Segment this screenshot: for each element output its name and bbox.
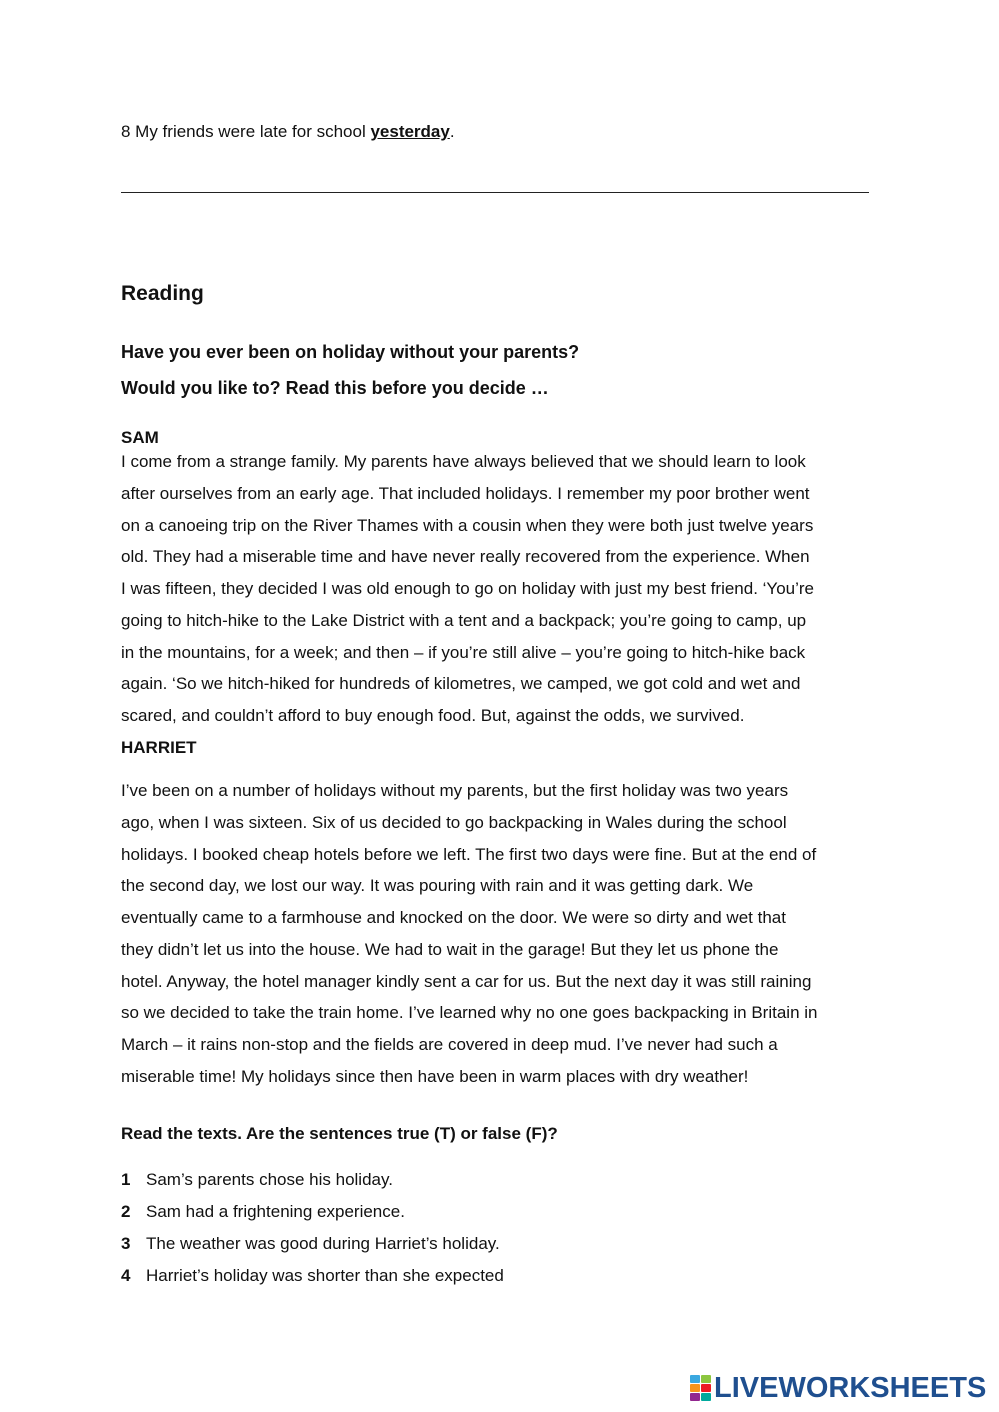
sam-heading: SAM [121,428,159,447]
harriet-line: March – it rains non-stop and the fields are covered in deep mud. I’ve never had such a [121,1035,778,1054]
question-8-underlined-word: yesterday [370,122,450,141]
sam-line: scared, and couldn’t afford to buy enough food. But, against the odds, we survived. [121,706,745,725]
sam-line: on a canoeing trip on the River Thames with a cousin when they were both just twelve years [121,515,814,535]
true-false-item [121,1265,504,1287]
harriet-line: they didn’t let us into the house. We had to wait in the garage! But they let us phone the [121,939,779,959]
intro-line-2: Would you like to? Read this before you decide … [121,378,549,398]
logo-square [690,1393,700,1401]
item-text: Sam’s parents chose his holiday. [146,1170,393,1189]
sam-line: going to hitch-hike to the Lake District with a tent and a backpack; you’re going to camp, up [121,610,807,630]
harriet-line: hotel. Anyway, the hotel manager kindly sent a car for us. But the next day it was still raining [121,971,812,991]
item-number: 3 [121,1234,131,1253]
sam-line: after ourselves from an early age. That included holidays. I remember my poor brother went [121,483,810,503]
sam-line: in the mountains, for a week; and then – if you’re still alive – you’re going to hitch-hike back [121,642,806,662]
logo-square [701,1393,711,1401]
sam-line: I was fifteen, they decided I was old enough to go on holiday with just my best friend. ‘You’re [121,579,815,598]
true-false-item [121,1233,500,1255]
sam-line: old. They had a miserable time and have never really recovered from the experience. When [121,547,810,567]
item-text: The weather was good during Harriet’s holiday. [146,1234,500,1253]
liveworksheets-logo-text: LIVEWORKSHEETS [714,1372,987,1404]
liveworksheets-logo [690,1372,986,1404]
sam-paragraph [121,446,883,732]
logo-square [701,1384,711,1392]
question-8 [121,121,455,143]
harriet-paragraph [121,775,883,1093]
harriet-line: ago, when I was sixteen. Six of us decided to go backpacking in Wales during the school [121,812,787,832]
harriet-heading: HARRIET [121,738,197,757]
question-8-end: . [449,122,455,141]
logo-square [690,1375,700,1383]
question-8-text: 8 My friends were late for school [121,122,371,141]
logo-square [690,1384,700,1392]
harriet-line: miserable time! My holidays since then have been in warm places with dry weather! [121,1066,749,1086]
sam-line: I come from a strange family. My parents have always believed that we should learn to look [121,452,806,471]
item-number: 1 [121,1170,131,1189]
item-text: Harriet’s holiday was shorter than she expected [146,1266,504,1285]
harriet-line: holidays. I booked cheap hotels before we left. The first two days were fine. But at the end of [121,844,817,864]
answer-line[interactable] [121,192,869,193]
item-number: 2 [121,1202,131,1221]
sam-line: again. ‘So we hitch-hiked for hundreds of kilometres, we camped, we got cold and wet and [121,674,801,694]
harriet-line: eventually came to a farmhouse and knocked on the door. We were so dirty and wet that [121,908,786,927]
harriet-line: I’ve been on a number of holidays without my parents, but the first holiday was two years [121,781,789,800]
intro-line-1: Have you ever been on holiday without your parents? [121,342,580,362]
harriet-line: so we decided to take the train home. I’ve learned why no one goes backpacking in Britain in [121,1003,818,1023]
harriet-line: the second day, we lost our way. It was pouring with rain and it was getting dark. We [121,876,754,896]
liveworksheets-logo-icon [690,1375,711,1401]
true-false-item [121,1201,405,1223]
logo-square [701,1375,711,1383]
true-false-item [121,1169,393,1191]
item-number: 4 [121,1266,131,1285]
true-false-instruction: Read the texts. Are the sentences true (T) or false (F)? [121,1124,558,1143]
section-title: Reading [121,282,204,305]
item-text: Sam had a frightening experience. [146,1202,405,1221]
